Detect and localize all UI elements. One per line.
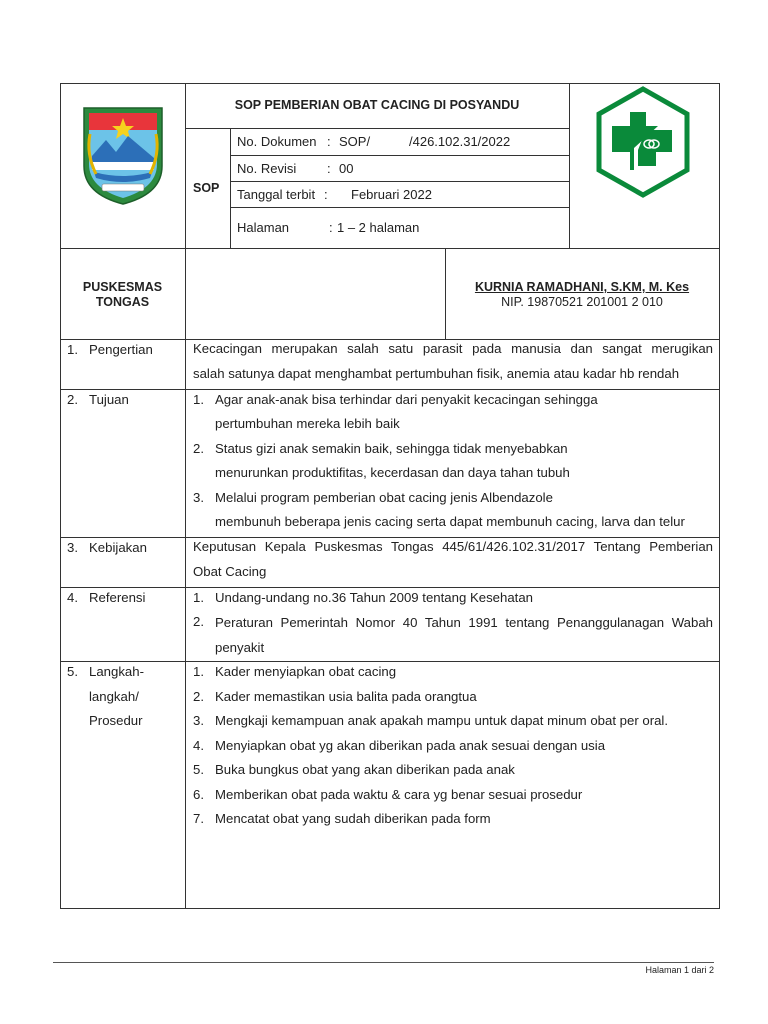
prosedur-step-number: 3. bbox=[193, 713, 204, 728]
revision-value: 00 bbox=[339, 161, 354, 176]
tujuan-item-number: 2. bbox=[193, 441, 204, 456]
prosedur-step-number: 6. bbox=[193, 787, 204, 802]
section-langkah-number: 5. bbox=[67, 664, 78, 679]
section-kebijakan-text: Keputusan Kepala Puskesmas Tongas 445/61/426.102.31/2017 Tentang Pemberian Obat Cacing bbox=[193, 539, 713, 579]
footer-rule bbox=[53, 962, 714, 963]
page-count-label: Halaman bbox=[237, 220, 290, 235]
prosedur-step-text: Kader memastikan usia balita pada orangtua bbox=[215, 689, 477, 704]
sop-label: SOP bbox=[193, 181, 220, 195]
regency-emblem-logo bbox=[82, 104, 164, 206]
tujuan-item-number: 3. bbox=[193, 490, 204, 505]
signatory-nip: NIP. 19870521 201001 2 010 bbox=[501, 295, 663, 309]
section-pengertian-text: Kecacingan merupakan salah satu parasit pada manusia dan sangat merugikan salah satunya dapat menghambat pertumbuhan fisik, anemia atau kadar hb rendah bbox=[193, 341, 713, 381]
section-tujuan-number: 2. bbox=[67, 392, 78, 407]
prosedur-step-number: 5. bbox=[193, 762, 204, 777]
section-langkah-label: langkah/ bbox=[89, 689, 139, 704]
referensi-item-text: Undang-undang no.36 Tahun 2009 tentang Kesehatan bbox=[215, 590, 533, 605]
tujuan-item-text: menurunkan produktifitas, kecerdasan dan daya tahan tubuh bbox=[215, 465, 570, 480]
issue-date-value: Februari 2022 bbox=[351, 187, 432, 202]
referensi-item-number: 2. bbox=[193, 614, 204, 629]
org-name-line1: PUSKESMAS bbox=[82, 280, 163, 294]
doc-number-value: SOP/ bbox=[339, 134, 371, 149]
section-referensi-label: Referensi bbox=[89, 590, 146, 605]
tujuan-item-text: Agar anak-anak bisa terhindar dari penyakit kecacingan sehingga bbox=[215, 392, 598, 407]
section-langkah-label: Langkah- bbox=[89, 664, 144, 679]
prosedur-step-text: Mengkaji kemampuan anak apakah mampu untuk dapat minum obat per oral. bbox=[215, 713, 669, 728]
prosedur-step-number: 4. bbox=[193, 738, 204, 753]
revision-label: No. Revisi bbox=[237, 161, 297, 176]
org-name-line2: TONGAS bbox=[95, 295, 150, 309]
referensi-item-text: Peraturan Pemerintah Nomor 40 Tahun 1991 tentang Penanggulanagan Wabah penyakit bbox=[215, 615, 713, 655]
referensi-item-number: 1. bbox=[193, 590, 204, 605]
doc-number-value-suffix: /426.102.31/2022 bbox=[409, 134, 511, 149]
issue-date-sep: : bbox=[324, 187, 328, 202]
section-pengertian-number: 1. bbox=[67, 342, 78, 357]
section-referensi-number: 4. bbox=[67, 590, 78, 605]
prosedur-step-number: 7. bbox=[193, 811, 204, 826]
prosedur-step-number: 1. bbox=[193, 664, 204, 679]
prosedur-step-text: Memberikan obat pada waktu & cara yg benar sesuai prosedur bbox=[215, 787, 583, 802]
section-kebijakan-label: Kebijakan bbox=[89, 540, 147, 555]
prosedur-step-text: Buka bungkus obat yang akan diberikan pada anak bbox=[215, 762, 515, 777]
footer-page-number: Halaman 1 dari 2 bbox=[645, 965, 714, 975]
section-pengertian-label: Pengertian bbox=[89, 342, 153, 357]
document-title: SOP PEMBERIAN OBAT CACING DI POSYANDU bbox=[234, 98, 520, 112]
section-langkah-label: Prosedur bbox=[89, 713, 143, 728]
tujuan-item-number: 1. bbox=[193, 392, 204, 407]
tujuan-item-text: Melalui program pemberian obat cacing jenis Albendazole bbox=[215, 490, 553, 505]
doc-number-sep: : bbox=[327, 134, 331, 149]
tujuan-item-text: pertumbuhan mereka lebih baik bbox=[215, 416, 400, 431]
tujuan-item-text: membunuh beberapa jenis cacing serta dapat membunuh cacing, larva dan telur bbox=[215, 514, 685, 529]
prosedur-step-number: 2. bbox=[193, 689, 204, 704]
issue-date-label: Tanggal terbit bbox=[237, 187, 316, 202]
section-kebijakan-number: 3. bbox=[67, 540, 78, 555]
doc-number-label: No. Dokumen bbox=[237, 134, 317, 149]
page-count-sep: : bbox=[329, 220, 333, 235]
prosedur-step-text: Menyiapkan obat yg akan diberikan pada anak sesuai dengan usia bbox=[215, 738, 606, 753]
prosedur-step-text: Kader menyiapkan obat cacing bbox=[215, 664, 397, 679]
revision-sep: : bbox=[327, 161, 331, 176]
signatory-name: KURNIA RAMADHANI, S.KM, M. Kes bbox=[474, 280, 690, 294]
puskesmas-logo bbox=[594, 86, 692, 198]
prosedur-step-text: Mencatat obat yang sudah diberikan pada form bbox=[215, 811, 491, 826]
section-tujuan-label: Tujuan bbox=[89, 392, 129, 407]
page-count-value: 1 – 2 halaman bbox=[337, 220, 420, 235]
tujuan-item-text: Status gizi anak semakin baik, sehingga tidak menyebabkan bbox=[215, 441, 568, 456]
